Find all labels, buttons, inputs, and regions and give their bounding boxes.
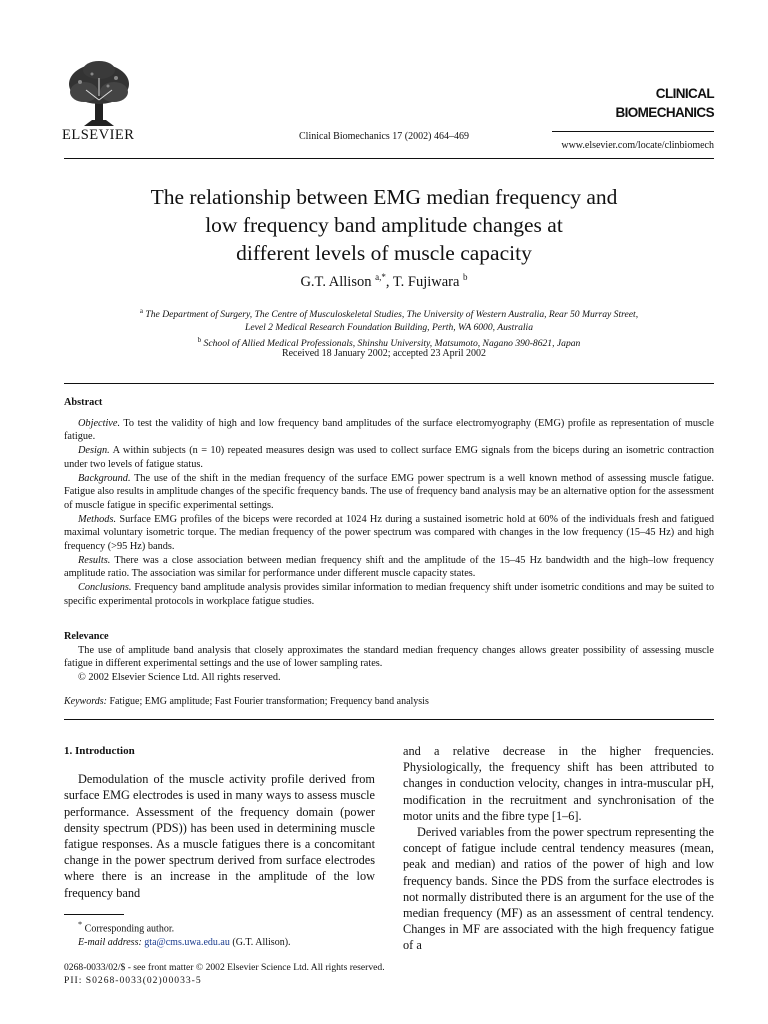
conclusions-label: Conclusions.: [78, 582, 132, 594]
results-label: Results.: [78, 554, 111, 566]
author-1: G.T. Allison: [300, 273, 372, 290]
author-2: T. Fujiwara: [392, 273, 460, 290]
intro-paragraph-1: Demodulation of the muscle activity profile derived from surface EMG electrodes is used in many ways to assess muscle performance. Assessment of the frequency domain (power density spectrum (PDS)) has been used in determining muscle fatigue responses. As a muscle fatigues there is a concomitant change in the power spectrum derived from surface electrodes where there is an increase in the amplitude of the low frequency band: [64, 772, 375, 900]
relevance-text: The use of amplitude band analysis that closely approximates the standard median frequency changes allows greater possibility of assessing muscle fatigue in different experimental settings and the use of lower sampling rates.: [64, 644, 714, 670]
title-line-2: low frequency band amplitude changes at: [205, 213, 563, 237]
author-2-affiliation: b: [463, 272, 468, 282]
background-label: Background.: [78, 472, 131, 484]
abstract-results: [64, 554, 714, 581]
affiliations: [64, 305, 714, 350]
keywords: [64, 696, 714, 707]
journal-reference: Clinical Biomechanics 17 (2002) 464–469: [299, 131, 469, 142]
affiliation-a-line-2: Level 2 Medical Research Foundation Building, Perth, WA 6000, Australia: [245, 322, 533, 334]
abstract-design: [64, 444, 714, 471]
body-column-right: [403, 743, 714, 954]
footnote-email: [64, 936, 375, 950]
pii-line: PII: S0268-0033(02)00033-5: [64, 975, 202, 986]
title-line-3: different levels of muscle capacity: [236, 241, 532, 265]
author-1-affiliation: a,*: [375, 272, 386, 282]
abstract-copyright: © 2002 Elsevier Science Ltd. All rights reserved.: [78, 672, 281, 684]
publisher-name: ELSEVIER: [62, 127, 135, 143]
abstract-top-divider: [64, 383, 714, 384]
abstract-conclusions: [64, 581, 714, 608]
abstract-objective: [64, 417, 714, 444]
brand-rule: [552, 131, 714, 132]
author-separator: ,: [385, 273, 393, 290]
affiliation-a-marker: a: [139, 307, 143, 315]
brand-line-2: BIOMECHANICS: [615, 105, 714, 120]
brand-line-1: CLINICAL: [655, 86, 714, 101]
abstract-bottom-divider: [64, 719, 714, 720]
email-link[interactable]: gta@cms.uwa.edu.au: [144, 937, 230, 949]
relevance-heading: Relevance: [64, 631, 109, 642]
results-text: There was a close association between median frequency shift and the amplitude of the 15–45 Hz bandwidth and the high–low frequency amplitude ratio. The association was similar for performance under different muscle capacity states.: [64, 554, 714, 580]
abstract-background: [64, 472, 714, 513]
design-label: Design.: [78, 445, 110, 457]
footnote-corresponding-text: Corresponding author.: [82, 923, 175, 935]
journal-brand: [615, 84, 714, 122]
footnote: [64, 918, 375, 950]
intro-paragraph-continued: and a relative decrease in the higher frequencies. Physiologically, the frequency shift has been attributed to changes in conduction velocity, changes in intra-muscular pH, modification in the recruitment and synchronisation of the motor units and the fibre type [1–6].: [403, 744, 714, 823]
front-matter: [64, 961, 385, 987]
intro-paragraph-2: Derived variables from the power spectrum representing the concept of fatigue include central tendency measures (mean, peak and median) and ratios of the power of high and low frequency bands. Since the PDS from the surface electrodes is not normally distributed there is an argument for the use of the median frequency (MF) as an assessment of central tendency. Changes in MF are associated with the high frequency fatigue of a: [403, 825, 714, 953]
abstract-methods: [64, 513, 714, 554]
footnote-corresponding: [64, 918, 375, 936]
conclusions-text: Frequency band amplitude analysis provides similar information to median frequency shift under isometric conditions and may be suited to specific experimental protocols in workplace fatigue studies.: [64, 582, 714, 607]
email-owner: (G.T. Allison).: [229, 937, 291, 949]
abstract-section: [64, 396, 714, 609]
journal-url[interactable]: www.elsevier.com/locate/clinbiomech: [561, 140, 714, 151]
received-dates: Received 18 January 2002; accepted 23 April 2002: [281, 348, 487, 359]
section-heading-introduction: 1. Introduction: [64, 745, 135, 757]
header-divider: [64, 158, 714, 159]
article-title: [0, 183, 768, 267]
design-text: A within subjects (n = 10) repeated measures design was used to collect surface EMG signals from the biceps during an isometric contraction under two levels of fatigue status.: [64, 445, 714, 470]
objective-label: Objective.: [78, 417, 121, 429]
issn-line: 0268-0033/02/$ - see front matter © 2002 Elsevier Science Ltd. All rights reserved.: [64, 962, 385, 973]
methods-label: Methods.: [78, 513, 117, 525]
relevance-section: [64, 630, 714, 685]
abstract-heading: Abstract: [64, 397, 103, 408]
affiliation-a-line-1: The Department of Surgery, The Centre of Musculoskeletal Studies, The University of Western Australia, Rear 50 Murray Street,: [145, 309, 639, 321]
methods-text: Surface EMG profiles of the biceps were recorded at 1024 Hz during a sustained isometric hold at 60% of the individuals fresh and fatigued maximal voluntary isometric torque. The median frequency of the power spectrum was compared with changes in the low frequency (15–45 Hz) and high frequency (>95 Hz) bands.: [64, 513, 714, 553]
footnote-marker: *: [78, 920, 83, 929]
email-label: E-mail address:: [78, 937, 142, 949]
title-line-1: The relationship between EMG median frequency and: [150, 185, 618, 209]
keywords-text: Fatigue; EMG amplitude; Fast Fourier transformation; Frequency band analysis: [106, 696, 429, 707]
elsevier-tree-logo: [64, 60, 134, 130]
objective-text: To test the validity of high and low frequency band amplitudes of the surface electromyography (EMG) profile as representation of muscle fatigue.: [64, 417, 714, 443]
background-text: The use of the shift in the median frequency of the surface EMG power spectrum is a well known method of assessing muscle fatigue. Fatigue also results in amplitude changes of the specific frequency bands. The use of frequency band analysis may be an alternative option for the assessment of muscle fatigue in specific experimental settings.: [64, 472, 714, 511]
footnote-rule: [64, 914, 124, 915]
body-column-left: [64, 743, 375, 901]
author-list: [0, 272, 768, 291]
affiliation-a: [64, 305, 714, 321]
affiliation-b-text: School of Allied Medical Professionals, Shinshu University, Matsumoto, Nagano 390-8621, Japan: [203, 338, 581, 350]
keywords-label: Keywords:: [64, 696, 107, 707]
affiliation-b-marker: b: [197, 336, 202, 345]
